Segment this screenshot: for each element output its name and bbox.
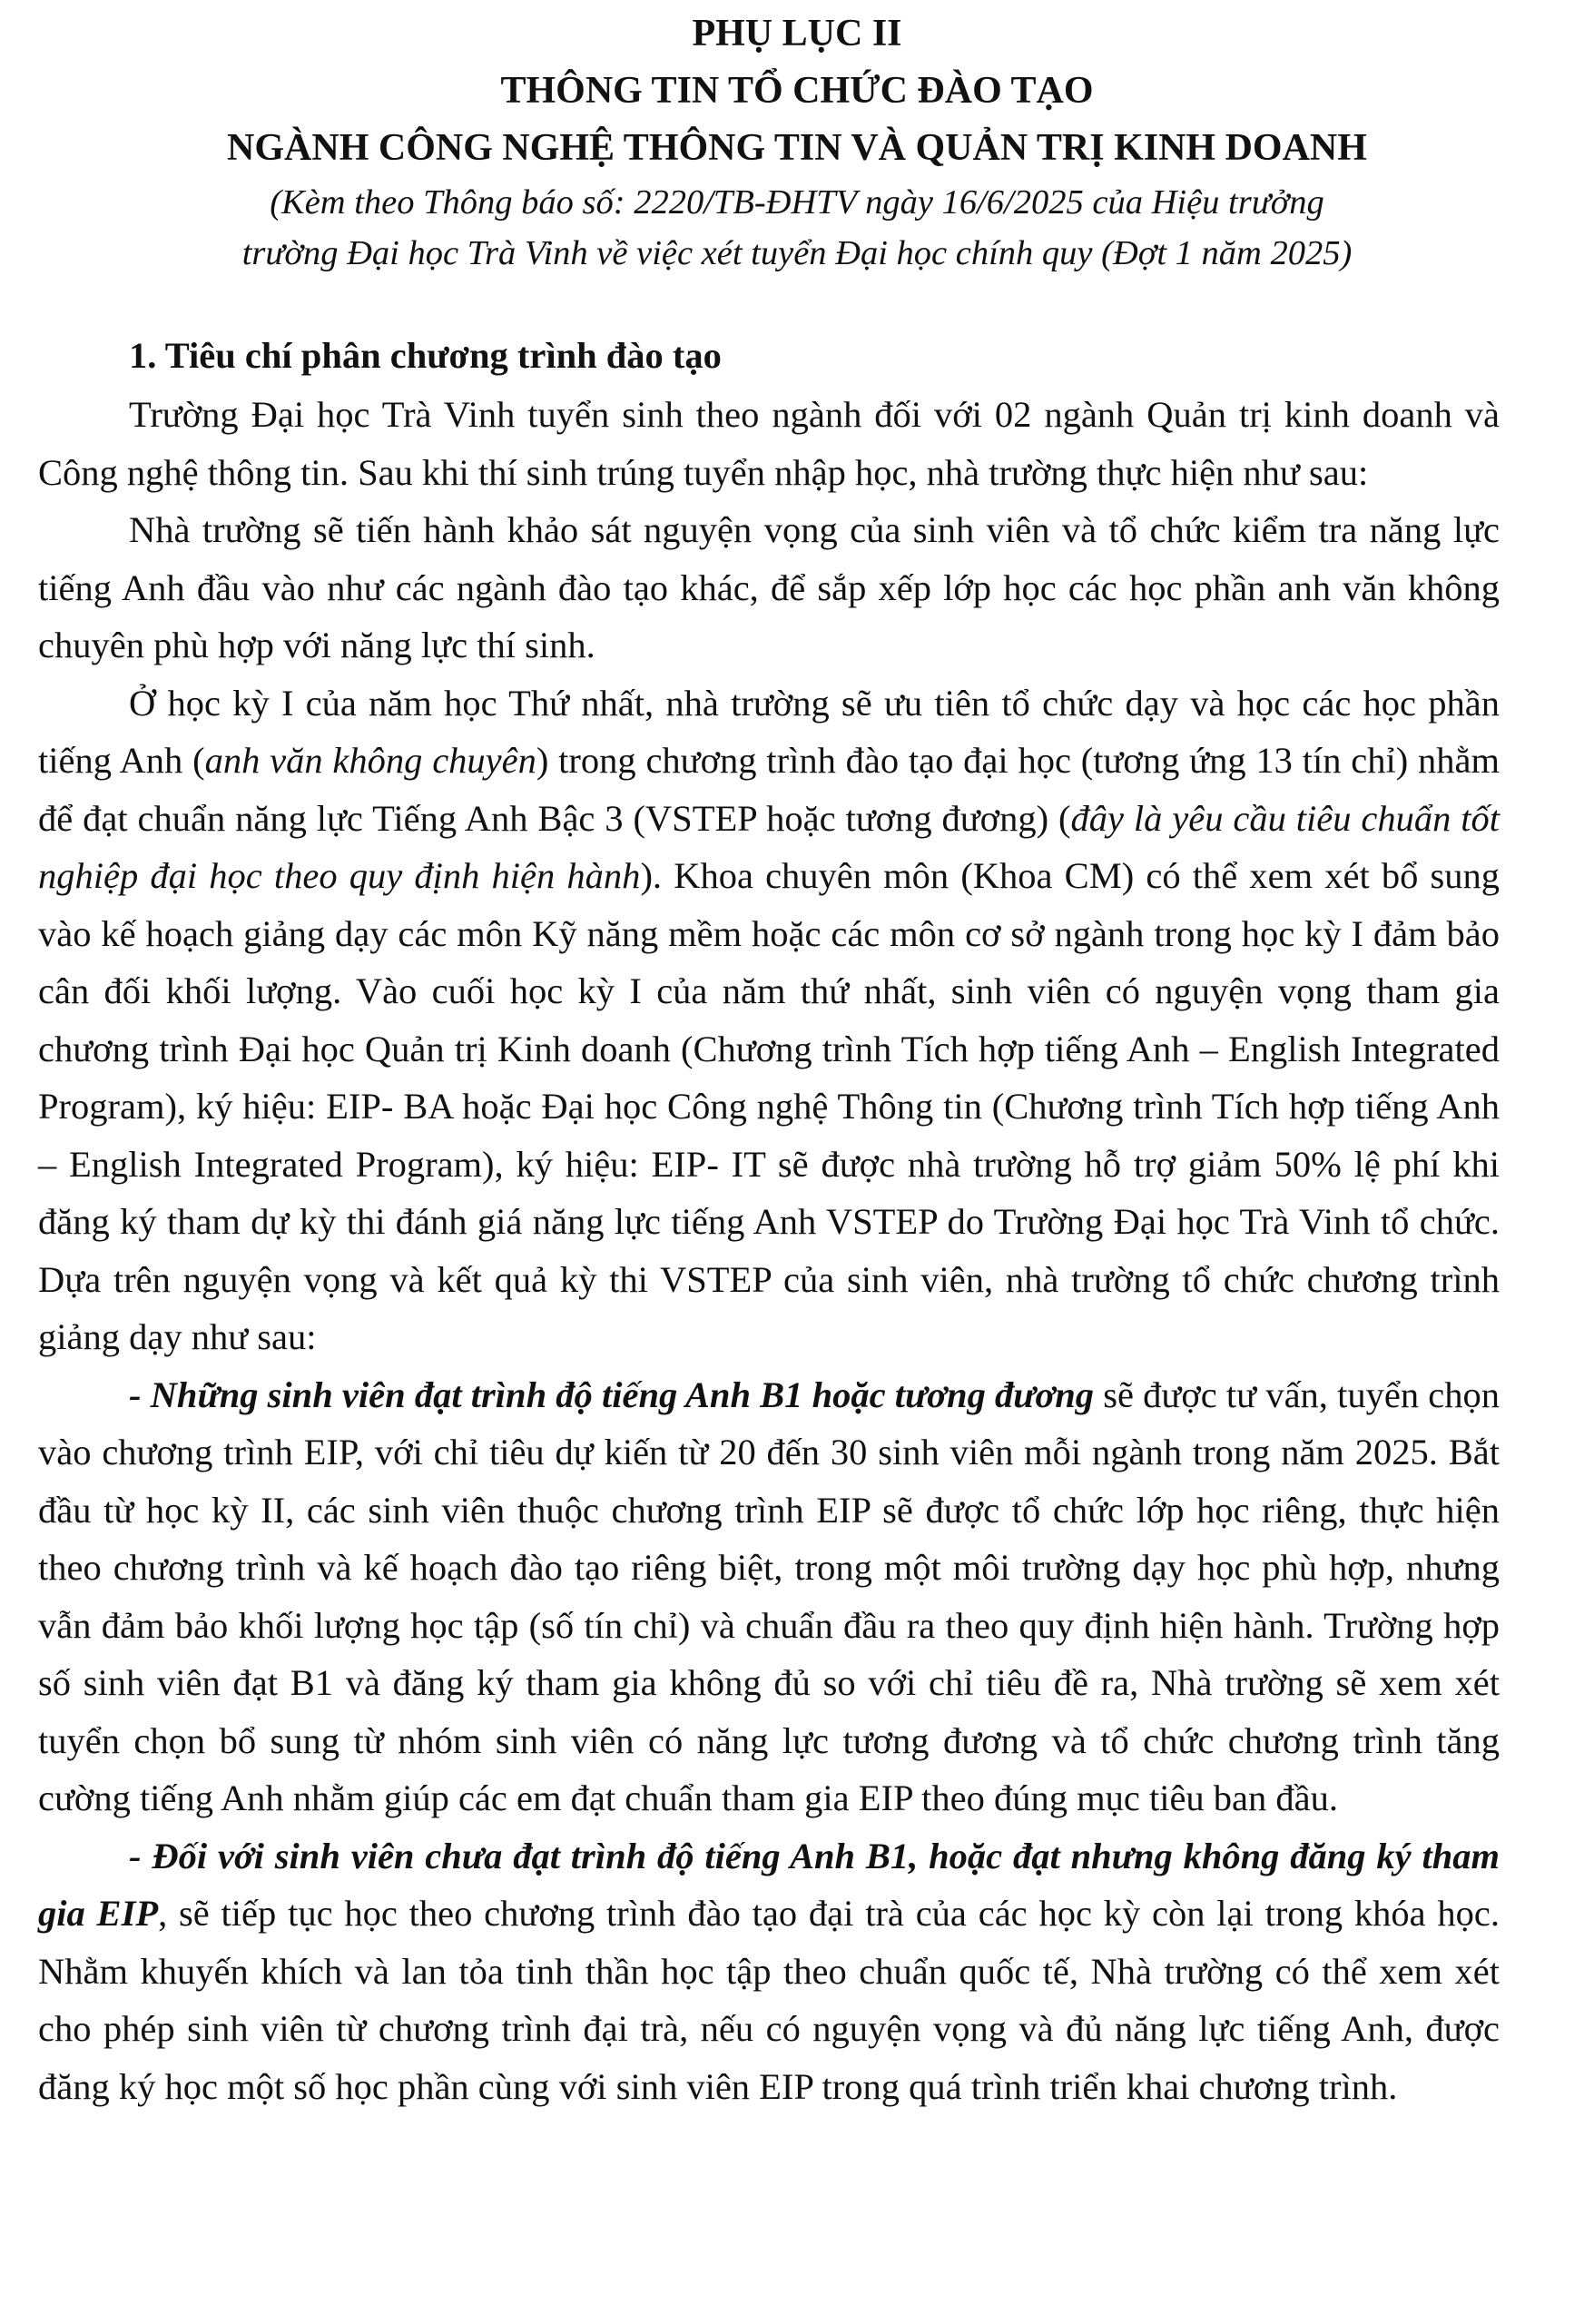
document-title-majors: NGÀNH CÔNG NGHỆ THÔNG TIN VÀ QUẢN TRỊ KINH DOANH (227, 127, 1367, 169)
text-run: sẽ được tư vấn, tuyển chọn vào chương trình EIP, với chỉ tiêu dự kiến từ 20 đến 30 sinh viên mỗi ngành trong năm 2025. Bắt đầu từ học kỳ II, các sinh viên thuộc chương trình EIP sẽ được tổ chức lớp học riêng, thực hiện theo chương trình và kế hoạch đào tạo riêng biệt, trong một môi trường dạy học phù hợp, nhưng vẫn đảm bảo khối lượng học tập (số tín chỉ) và chuẩn đầu ra theo quy định hiện hành. Trường hợp số sinh viên đạt B1 và đăng ký tham gia không đủ so với chỉ tiêu đề ra, Nhà trường sẽ xem xét tuyển chọn bổ sung từ nhóm sinh viên có năng lực tương đương và tổ chức chương trình tăng cường tiếng Anh nhằm giúp các em đạt chuẩn tham gia EIP theo đúng mục tiêu ban đầu. (38, 1374, 1500, 1818)
reference-note-line-2: trường Đại học Trà Vinh về việc xét tuyển Đại học chính quy (Đợt 1 năm 2025) (241, 234, 1353, 272)
reference-note-line-1: (Kèm theo Thông báo số: 2220/TB-ĐHTV ngày 16/6/2025 của Hiệu trưởng (270, 183, 1324, 222)
bold-italic-run-non-b1-students: - Đối với sinh viên chưa đạt trình độ tiếng Anh B1, hoặc đạt nhưng không đăng ký tham gia EIP (38, 1835, 1500, 1934)
text-run: ) trong chương trình đào tạo đại học (tương ứng 13 tín chỉ) nhằm để đạt chuẩn năng lực Tiếng Anh Bậc 3 (VSTEP hoặc tương đương) ( (38, 740, 1500, 839)
section-heading: 1. Tiêu chí phân chương trình đào tạo (129, 335, 722, 376)
document-header (0, 5, 1594, 279)
text-run: Ở học kỳ I của năm học Thứ nhất, nhà trường sẽ ưu tiên tổ chức dạy và học các học phần tiếng Anh ( (38, 682, 1500, 781)
paragraph-first-semester (38, 675, 1500, 1366)
text-run: , sẽ tiếp tục học theo chương trình đào tạo đại trà của các học kỳ còn lại trong khóa học. Nhằm khuyến khích và lan tỏa tinh thần học tập theo chuẩn quốc tế, Nhà trường có thể xem xét cho phép sinh viên từ chương trình đại trà, nếu có nguyện vọng và đủ năng lực tiếng Anh, được đăng ký học một số học phần cùng với sinh viên EIP trong quá trình triển khai chương trình. (38, 1893, 1501, 2107)
document-body (38, 327, 1500, 2115)
appendix-label: PHỤ LỤC II (692, 13, 902, 54)
document-title: THÔNG TIN TỔ CHỨC ĐÀO TẠO (500, 70, 1094, 112)
paragraph-admission: Trường Đại học Trà Vinh tuyển sinh theo ngành đối với 02 ngành Quản trị kinh doanh và Công nghệ thông tin. Sau khi thí sinh trúng tuyển nhập học, nhà trường thực hiện như sau: (38, 394, 1500, 493)
paragraph-eip-students (38, 1366, 1500, 1827)
text-run: ). Khoa chuyên môn (Khoa CM) có thể xem xét bổ sung vào kế hoạch giảng dạy các môn Kỹ năng mềm hoặc các môn cơ sở ngành trong học kỳ I đảm bảo cân đối khối lượng. Vào cuối học kỳ I của năm thứ nhất, sinh viên có nguyện vọng tham gia chương trình Đại học Quản trị Kinh doanh (Chương trình Tích hợp tiếng Anh – English Integrated Program), ký hiệu: EIP- BA hoặc Đại học Công nghệ Thông tin (Chương trình Tích hợp tiếng Anh – English Integrated Program), ký hiệu: EIP- IT sẽ được nhà trường hỗ trợ giảm 50% lệ phí khi đăng ký tham dự kỳ thi đánh giá năng lực tiếng Anh VSTEP do Trường Đại học Trà Vinh tổ chức. Dựa trên nguyện vọng và kết quả kỳ thi VSTEP của sinh viên, nhà trường tổ chức chương trình giảng dạy như sau: (38, 855, 1501, 1357)
italic-run-graduation-requirement: đây là yêu cầu tiêu chuẩn tốt nghiệp đại học theo quy định hiện hành (38, 797, 1500, 896)
paragraph-regular-students (38, 1827, 1500, 2116)
italic-run-non-major-english: anh văn không chuyên (204, 740, 536, 781)
bold-italic-run-b1-students: - Những sinh viên đạt trình độ tiếng Anh B1 hoặc tương đương (129, 1374, 1095, 1415)
paragraph-survey: Nhà trường sẽ tiến hành khảo sát nguyện vọng của sinh viên và tổ chức kiểm tra năng lực tiếng Anh đầu vào như các ngành đào tạo khác, để sắp xếp lớp học các học phần anh văn không chuyên phù hợp với năng lực thí sinh. (38, 509, 1500, 665)
